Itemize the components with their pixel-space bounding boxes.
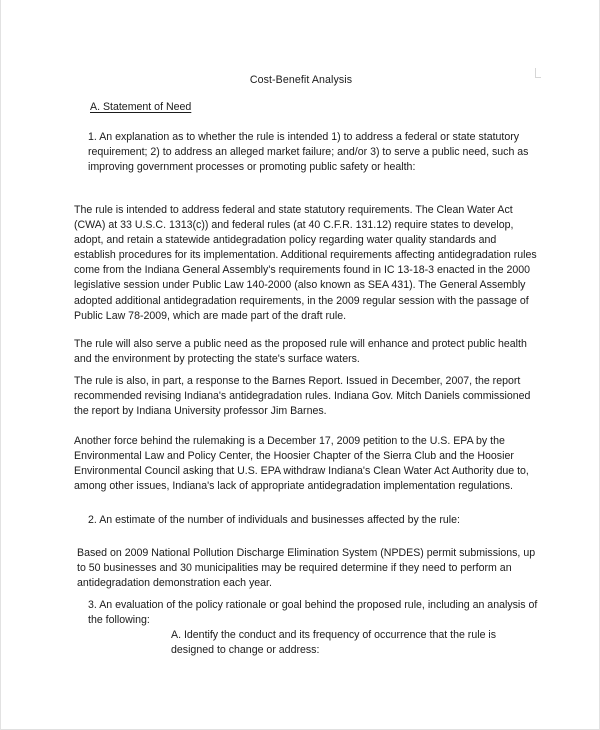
sub-item-3a: A. Identify the conduct and its frequency of occurrence that the rule is designed to change or address: [171, 629, 497, 657]
paragraph-barnes-report: The rule is also, in part, a response to the Barnes Report. Issued in December, 2007, the report recommended revising Indiana's antidegradation rules. Indiana Gov. Mitch Daniels commissioned the report by Indiana University professor Jim Barnes. [74, 375, 531, 418]
numbered-item-3: 3. An evaluation of the policy rationale or goal behind the proposed rule, including an analysis of the following: [88, 599, 538, 627]
numbered-item-1: 1. An explanation as to whether the rule is intended 1) to address a federal or state statutory requirement; 2) to address an alleged market failure; and/or 3) to serve a public need, such as improving government processes or promoting public safety or health: [88, 131, 529, 174]
section-heading-statement-of-need: A. Statement of Need [90, 101, 192, 113]
paragraph-npdes-estimate: Based on 2009 National Pollution Discharge Elimination System (NPDES) permit submissions, up to 50 businesses and 30 municipalities may be required determine if they need to perform an antidegradation demonstration each year. [77, 547, 536, 590]
page-sheet [1, 0, 599, 728]
paragraph-statutory-requirements: The rule is intended to address federal and state statutory requirements. The Clean Water Act (CWA) at 33 U.S.C. 1313(c)) and federal rules (at 40 C.F.R. 131.12) require states to develop, adopt, and retain a statewide antidegradation policy regarding water quality standards and establish procedures for its implementation. Additional requirements affecting antidegradation rules come from the Indiana General Assembly's requirements found in IC 13-18-3 enacted in the 2000 legislative session under Public Law 140-2000 (also known as SEA 431). The General Assembly adopted additional antidegradation requirements, in the 2009 regular session with the passage of Public Law 78-2009, which are made part of the draft rule. [74, 204, 537, 322]
numbered-item-2: 2. An estimate of the number of individuals and businesses affected by the rule: [88, 514, 460, 526]
paragraph-epa-petition: Another force behind the rulemaking is a December 17, 2009 petition to the U.S. EPA by the Environmental Law and Policy Center, the Hoosier Chapter of the Sierra Club and the Hoosier Environmental Council asking that U.S. EPA withdraw Indiana's Clean Water Act Authority due to, among other issues, Indiana's lack of appropriate antidegradation implementation regulations. [74, 435, 529, 493]
paragraph-public-need: The rule will also serve a public need as the proposed rule will enhance and protect public health and the environment by protecting the state's surface waters. [74, 338, 527, 366]
page-title: Cost-Benefit Analysis [249, 74, 353, 86]
